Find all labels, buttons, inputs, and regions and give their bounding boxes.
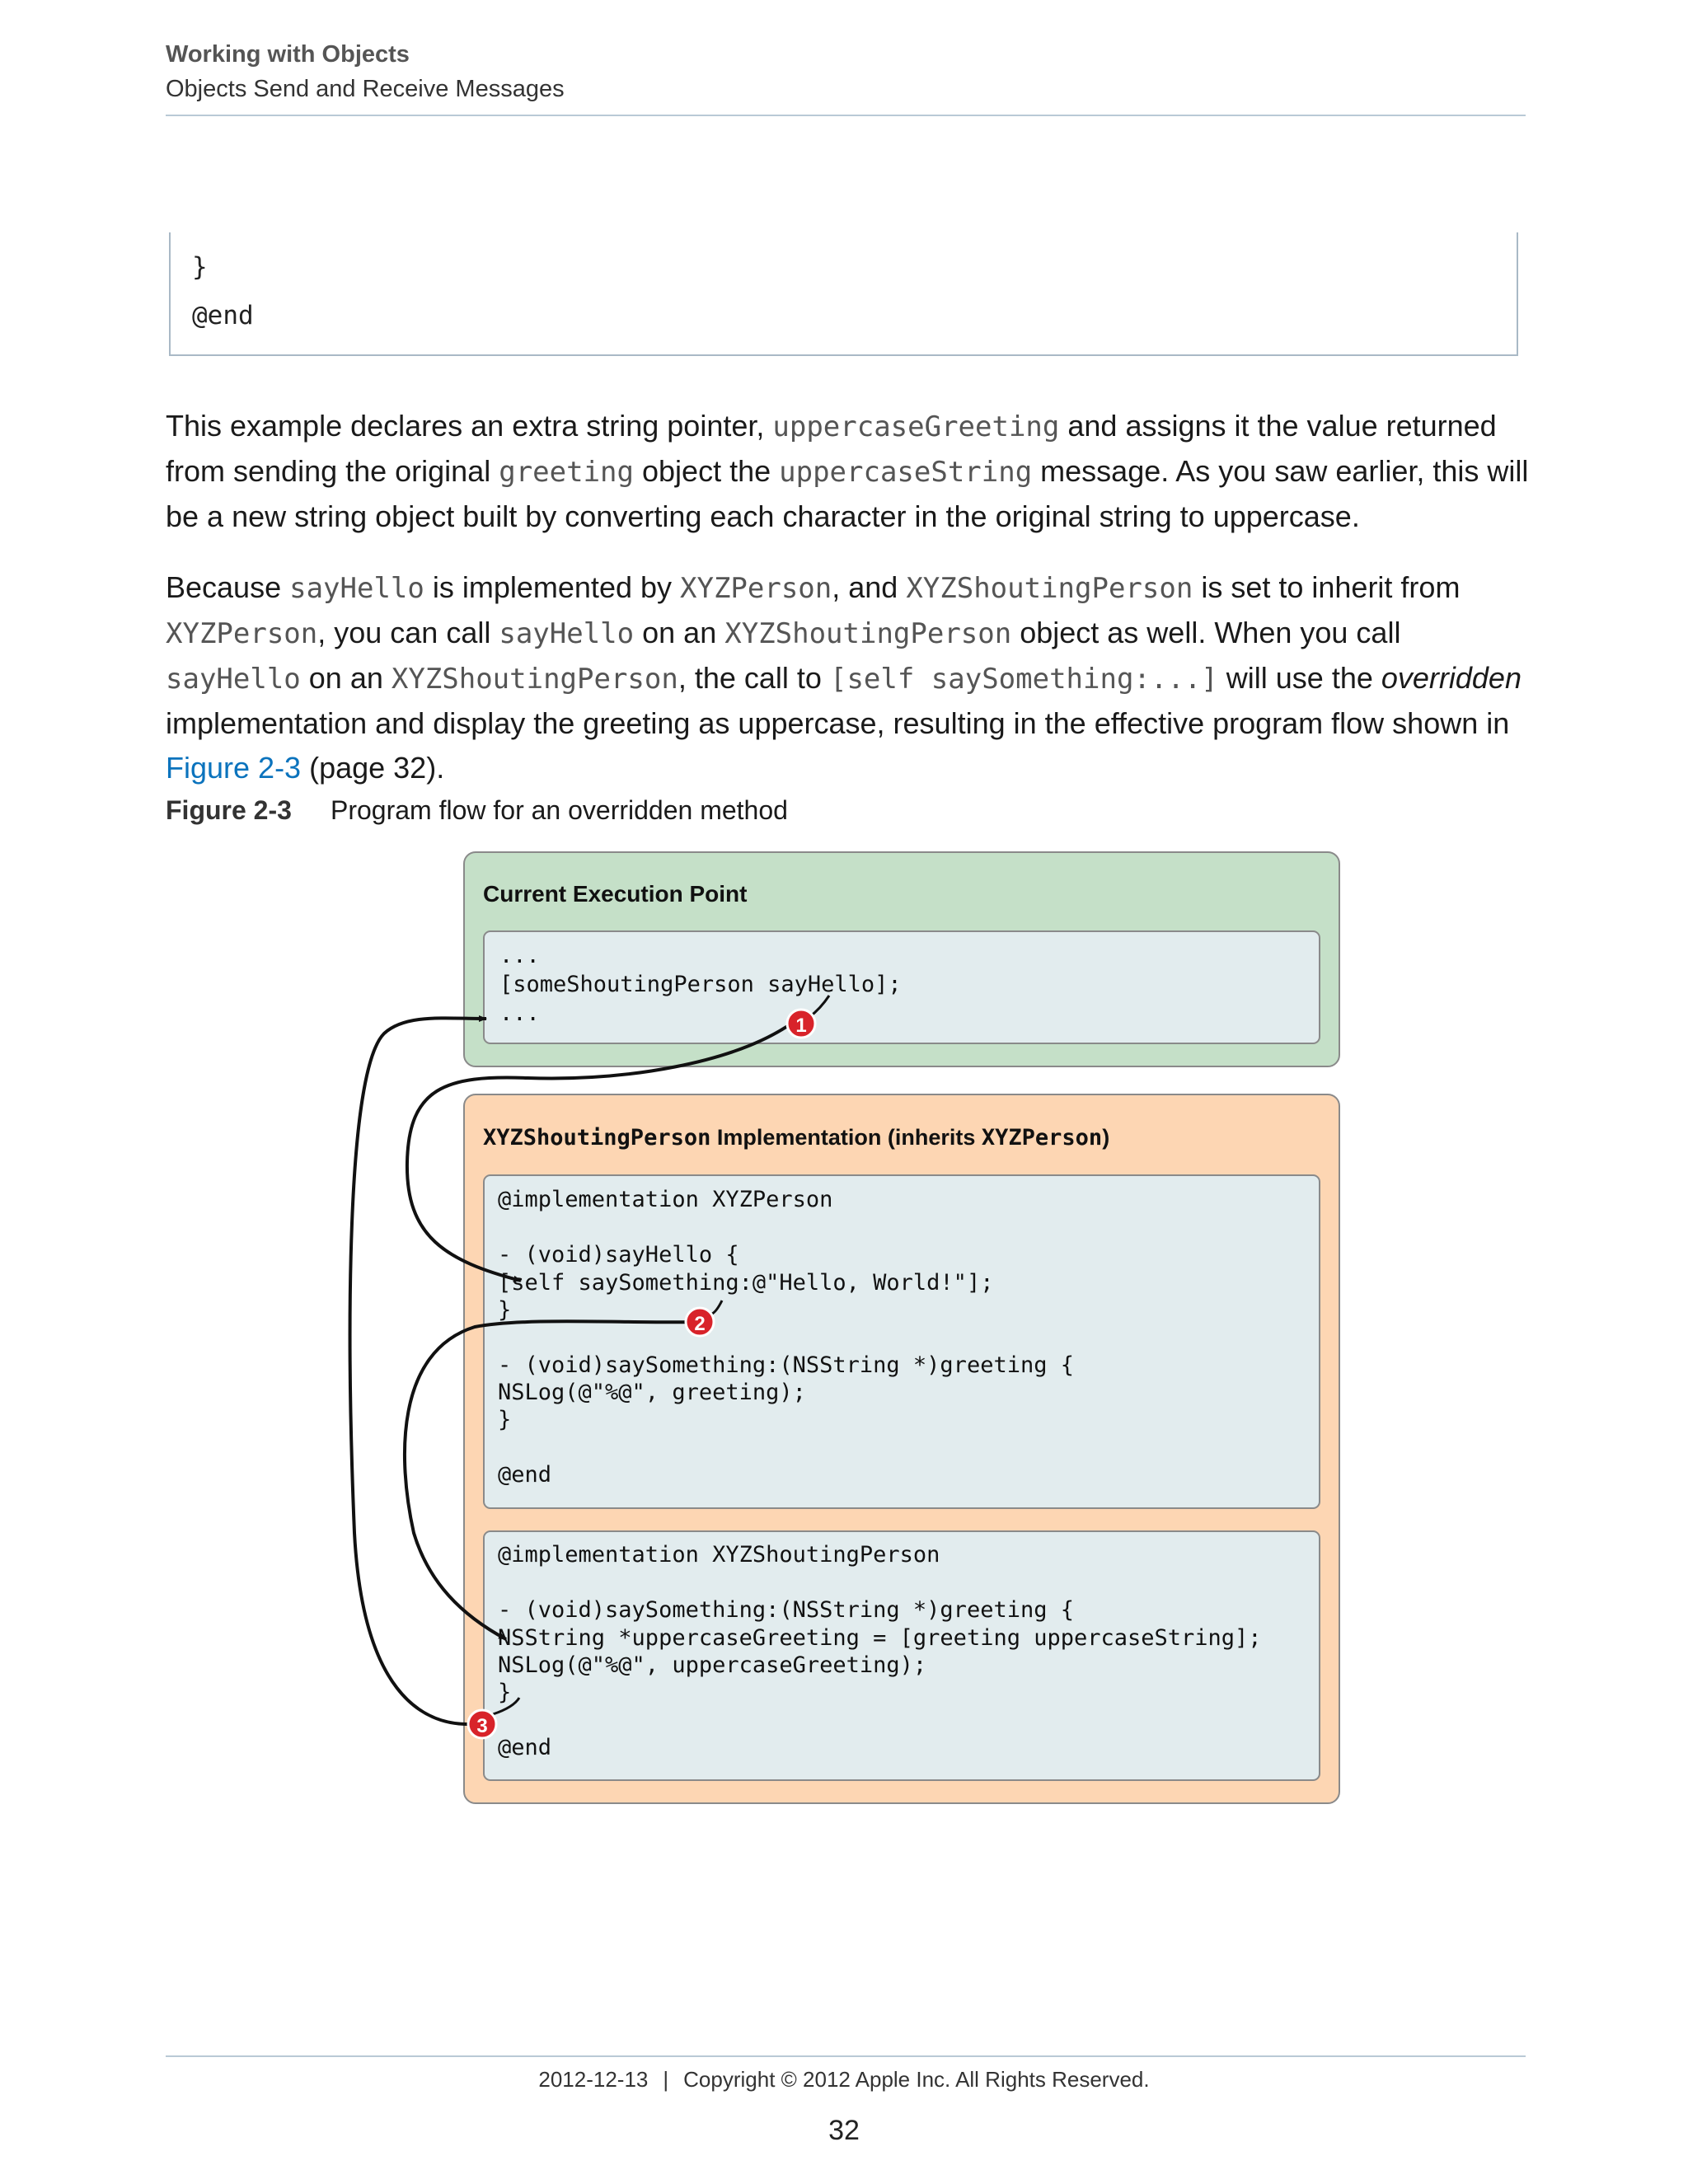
code-line: - (void)sayHello { — [498, 1242, 739, 1268]
text-run: Because — [166, 570, 290, 604]
execution-point-title: Current Execution Point — [483, 881, 748, 907]
inline-code: [self saySomething:...] — [829, 663, 1218, 696]
marker-label: 3 — [476, 1715, 488, 1737]
inline-code: XYZShoutingPerson — [391, 663, 678, 696]
inline-code: uppercaseGreeting — [772, 410, 1060, 443]
code-line: [self saySomething:@"Hello, World!"]; — [498, 1270, 994, 1296]
text-run: implementation and display the greeting as uppercase, resulting in the effective program flow shown in — [166, 706, 1510, 740]
text-run: will use the — [1217, 661, 1381, 695]
text-run: message. As you saw earlier, this will be a new string object built by converting each character in the original string to uppercase. — [166, 454, 1529, 533]
title-text-part: ) — [1102, 1125, 1110, 1150]
inline-code: uppercaseString — [779, 456, 1033, 489]
code-line: @implementation XYZPerson — [498, 1187, 833, 1212]
inline-code: XYZPerson — [680, 572, 832, 605]
code-line: } — [498, 1407, 512, 1432]
text-run: is set to inherit from — [1193, 570, 1461, 604]
figure-label: Figure 2-3 — [166, 795, 292, 825]
chapter-title: Working with Objects — [166, 41, 410, 68]
code-line: } — [498, 1680, 512, 1705]
inline-code: XYZShoutingPerson — [906, 572, 1193, 605]
inline-code: sayHello — [166, 663, 301, 696]
code-line: [someShoutingPerson sayHello]; — [499, 972, 902, 997]
code-line: @end — [498, 1735, 552, 1760]
footer-copyright: Copyright © 2012 Apple Inc. All Rights Reserved. — [683, 2067, 1150, 2092]
marker-2 — [686, 1308, 714, 1336]
text-run: (page 32). — [301, 751, 445, 785]
person-code-panel — [484, 1175, 1320, 1508]
inline-code: sayHello — [289, 572, 424, 605]
inline-code: greeting — [499, 456, 634, 489]
code-line: } — [498, 1297, 512, 1323]
text-run: is implemented by — [424, 570, 681, 604]
text-run: on an — [300, 661, 392, 695]
text-run: and assigns it the value returned from sending the original — [166, 409, 1497, 488]
code-line: NSString *uppercaseGreeting = [greeting uppercaseString]; — [498, 1625, 1262, 1651]
code-line: @end — [498, 1462, 552, 1488]
inline-code: sayHello — [499, 617, 635, 650]
text-run: object as well. When you call — [1011, 616, 1401, 649]
emphasis-text: overridden — [1381, 661, 1522, 695]
code-line: - (void)saySomething:(NSString *)greeting { — [498, 1352, 1074, 1378]
footer-divider — [166, 2055, 1526, 2057]
code-line: NSLog(@"%@", uppercaseGreeting); — [498, 1652, 927, 1678]
text-run: , the call to — [678, 661, 830, 695]
implementation-title — [483, 1125, 1109, 1151]
code-line: NSLog(@"%@", greeting); — [498, 1380, 806, 1405]
code-line: - (void)saySomething:(NSString *)greeting { — [498, 1597, 1074, 1623]
section-title: Objects Send and Receive Messages — [166, 76, 565, 102]
page-number: 32 — [828, 2115, 860, 2146]
marker-label: 2 — [694, 1313, 706, 1335]
title-code-part: XYZShoutingPerson — [483, 1125, 711, 1151]
text-run: object the — [634, 454, 780, 488]
text-run: on an — [634, 616, 725, 649]
text-run: This example declares an extra string pointer, — [166, 409, 773, 443]
footer-separator: | — [663, 2067, 669, 2092]
code-line: @end — [192, 301, 254, 330]
text-run: , you can call — [317, 616, 499, 649]
figure-title: Program flow for an overridden method — [331, 795, 788, 825]
code-line: } — [192, 252, 208, 282]
text-run: , and — [832, 570, 907, 604]
marker-1 — [787, 1010, 815, 1038]
title-text-part: Implementation (inherits — [710, 1125, 982, 1150]
code-line: ... — [499, 1001, 540, 1026]
marker-3 — [468, 1710, 496, 1738]
footer-date: 2012-12-13 — [538, 2067, 649, 2092]
inline-code: XYZShoutingPerson — [724, 617, 1012, 650]
figure-link[interactable]: Figure 2-3 — [166, 751, 302, 785]
title-code-part: XYZPerson — [981, 1125, 1103, 1151]
code-line: ... — [499, 943, 540, 968]
page-footer — [0, 2067, 1688, 2093]
inline-code: XYZPerson — [166, 617, 318, 650]
code-line: @implementation XYZShoutingPerson — [498, 1542, 940, 1568]
marker-label: 1 — [795, 1015, 807, 1037]
